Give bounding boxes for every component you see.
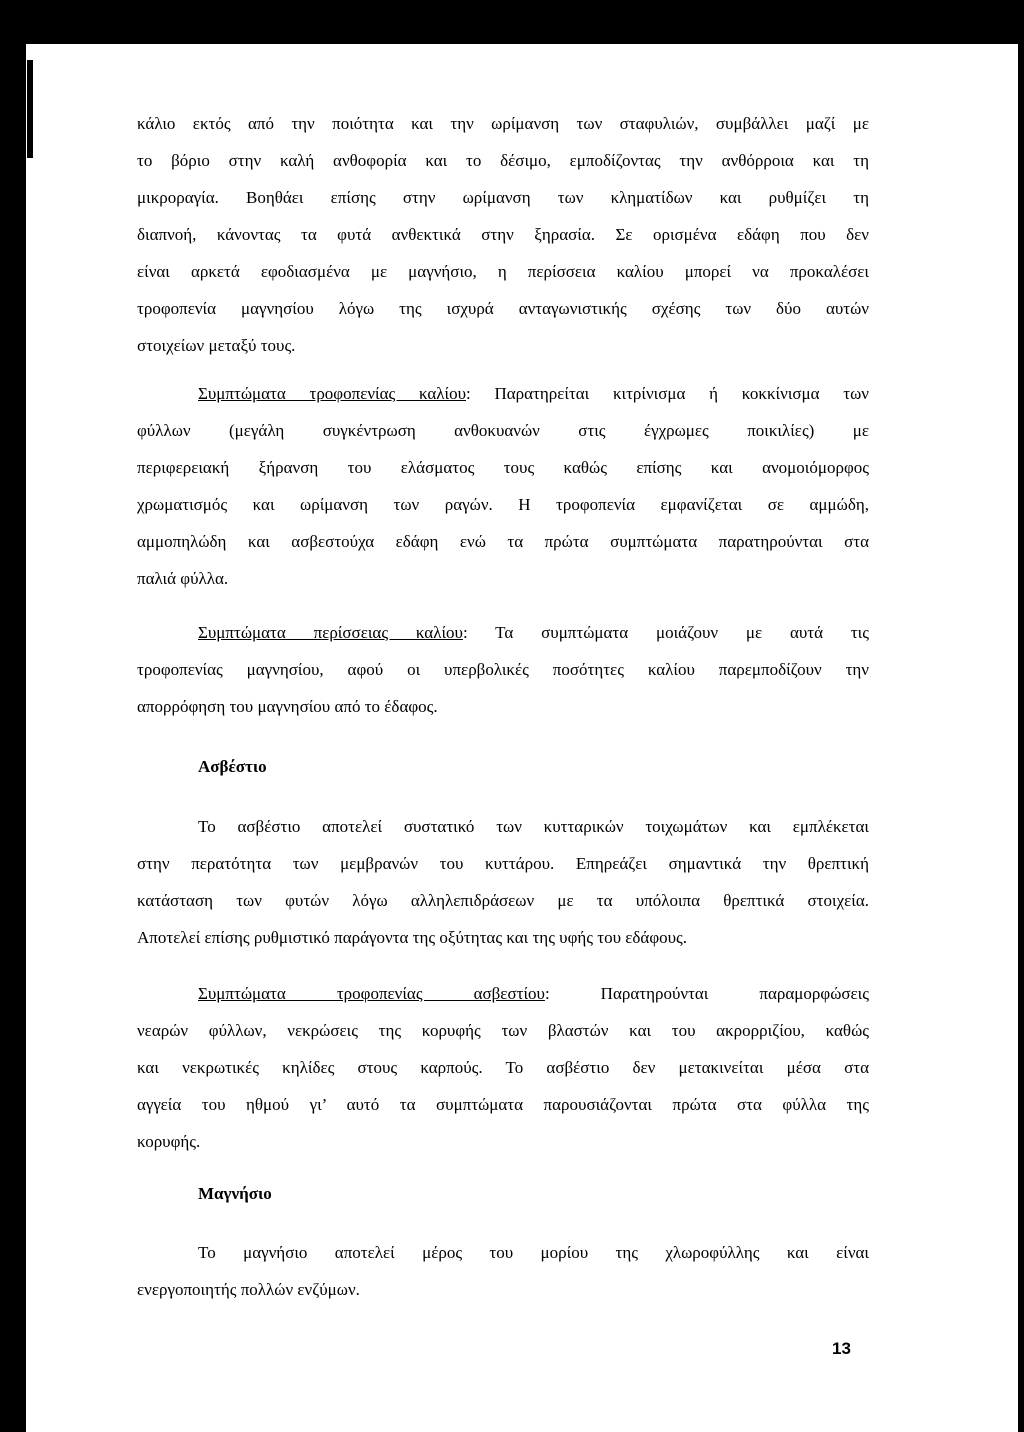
margin-bar <box>27 60 33 158</box>
text-line: αμμοπηλώδη και ασβεστούχα εδάφη ενώ τα πρώτα συμπτώματα παρατηρούνται στα <box>137 532 869 551</box>
text-line: και νεκρωτικές κηλίδες στους καρπούς. Το ασβέστιο δεν μετακινείται μέσα στα <box>137 1058 869 1077</box>
text-line: νεαρών φύλλων, νεκρώσεις της κορυφής των βλαστών και του ακρορριζίου, καθώς <box>137 1021 869 1040</box>
symptom-label: Συμπτώματα τροφοπενίας καλίου <box>198 384 467 403</box>
text-line: κάλιο εκτός από την ποιότητα και την ωρίμανση των σταφυλιών, συμβάλλει μαζί με <box>137 114 869 133</box>
text-line: το βόριο στην καλή ανθοφορία και το δέσιμο, εμποδίζοντας την ανθόρροια και τη <box>137 151 869 170</box>
text-line: ενεργοποιητής πολλών ενζύμων. <box>137 1280 360 1299</box>
text-line: διαπνοή, κάνοντας τα φυτά ανθεκτικά στην ξηρασία. Σε ορισμένα εδάφη που δεν <box>137 225 869 244</box>
text-line: κατάσταση των φυτών λόγω αλληλεπιδράσεων με τα υπόλοιπα θρεπτικά στοιχεία. <box>137 891 869 910</box>
section-heading-magnesium: Μαγνήσιο <box>198 1184 272 1203</box>
text-line: αγγεία του ηθμού γι’ αυτό τα συμπτώματα παρουσιάζονται πρώτα στα φύλλα της <box>137 1095 869 1114</box>
text-line: στοιχείων μεταξύ τους. <box>137 336 296 355</box>
text-line: παλιά φύλλα. <box>137 569 229 588</box>
text-line: στην περατότητα των μεμβρανών του κυττάρου. Επηρεάζει σημαντικά την θρεπτική <box>137 854 869 873</box>
text-line: τροφοπενία μαγνησίου λόγω της ισχυρά ανταγωνιστικής σχέσης των δύο αυτών <box>137 299 869 318</box>
text-line: Συμπτώματα τροφοπενίας ασβεστίου: Παρατηρούνται παραμορφώσεις <box>198 984 869 1003</box>
document-page <box>26 44 1018 1432</box>
text-line: μικροραγία. Βοηθάει επίσης στην ωρίμανση των κληματίδων και ρυθμίζει τη <box>137 188 869 207</box>
text-line: Συμπτώματα περίσσειας καλίου: Τα συμπτώματα μοιάζουν με αυτά τις <box>198 623 869 642</box>
text-line: περιφερειακή ξήρανση του ελάσματος τους καθώς επίσης και ανομοιόμορφος <box>137 458 869 477</box>
text-line: Συμπτώματα τροφοπενίας καλίου: Παρατηρείται κιτρίνισμα ή κοκκίνισμα των <box>198 384 869 403</box>
text-line: τροφοπενίας μαγνησίου, αφού οι υπερβολικές ποσότητες καλίου παρεμποδίζουν την <box>137 660 869 679</box>
text-line: Το μαγνήσιο αποτελεί μέρος του μορίου της χλωροφύλλης και είναι <box>198 1243 869 1262</box>
text-line: απορρόφηση του μαγνησίου από το έδαφος. <box>137 697 438 716</box>
text-line: Αποτελεί επίσης ρυθμιστικό παράγοντα της οξύτητας και της υφής του εδάφους. <box>137 928 688 947</box>
text-line: Το ασβέστιο αποτελεί συστατικό των κυτταρικών τοιχωμάτων και εμπλέκεται <box>198 817 869 836</box>
text-line: κορυφής. <box>137 1132 201 1151</box>
symptom-label: Συμπτώματα περίσσειας καλίου <box>198 623 463 642</box>
text-line: είναι αρκετά εφοδιασμένα με μαγνήσιο, η περίσσεια καλίου μπορεί να προκαλέσει <box>137 262 869 281</box>
section-heading-calcium: Ασβέστιο <box>198 757 267 776</box>
page-number: 13 <box>832 1339 851 1358</box>
text-line: χρωματισμός και ωρίμανση των ραγών. Η τροφοπενία εμφανίζεται σε αμμώδη, <box>137 495 869 514</box>
symptom-label: Συμπτώματα τροφοπενίας ασβεστίου <box>198 984 545 1003</box>
text-line: φύλλων (μεγάλη συγκέντρωση ανθοκυανών στις έγχρωμες ποικιλίες) με <box>137 421 869 440</box>
